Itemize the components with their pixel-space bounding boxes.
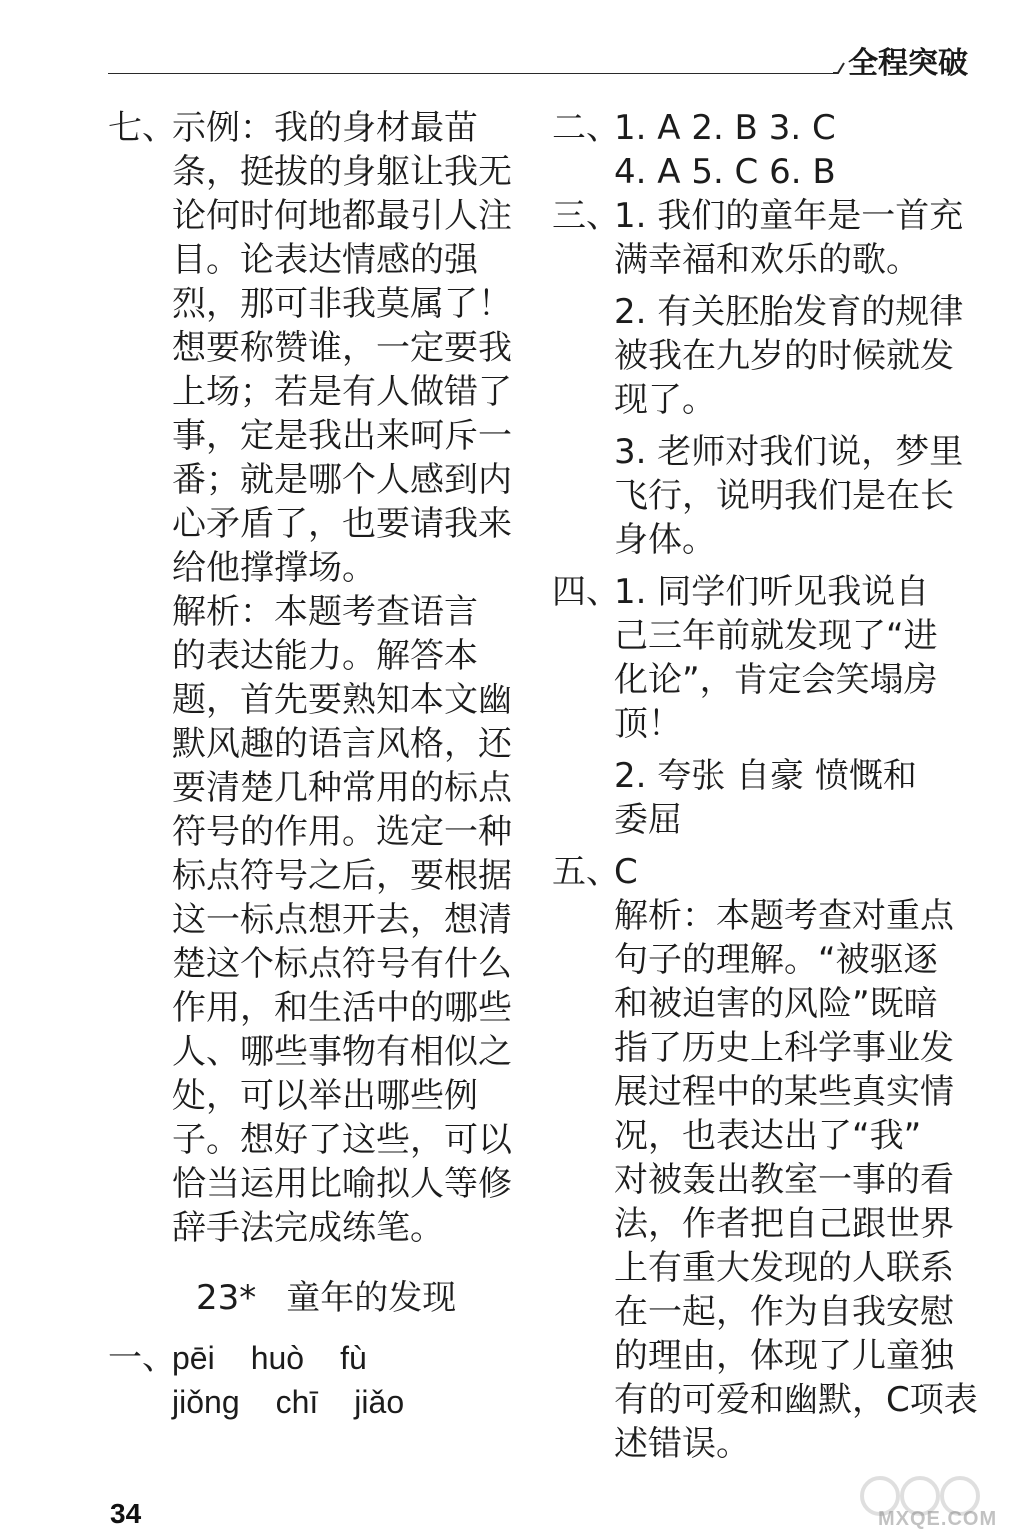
pinyin-word: fù: [340, 1340, 367, 1376]
analysis-line: 恰当运用比喻拟人等修: [172, 1164, 512, 1204]
text-line: 目。论表达情感的强: [172, 240, 478, 280]
pinyin-word: chī: [275, 1384, 319, 1420]
pinyin-word: jiǎo: [354, 1384, 405, 1420]
analysis-line: 的理由，体现了儿童独: [614, 1336, 954, 1376]
analysis-line: 作用，和生活中的哪些: [172, 988, 512, 1028]
analysis-line: 的表达能力。解答本: [172, 636, 478, 676]
item-body: [614, 106, 972, 194]
text-line: 番；就是哪个人感到内: [172, 460, 512, 500]
text-line: 示例：我的身材最苗: [172, 108, 478, 148]
text-line: 飞行，说明我们是在长: [614, 476, 954, 516]
item-body: [614, 570, 972, 842]
answer-item-7: [108, 106, 528, 590]
text-line: 2. 有关胚胎发育的规律: [614, 292, 964, 332]
answer-item-4: [552, 570, 972, 842]
text-line: 化论”，肯定会笑塌房: [614, 660, 938, 700]
analysis-line: 要清楚几种常用的标点: [172, 768, 512, 808]
analysis-line: 句子的理解。“被驱逐: [614, 940, 938, 980]
text-line: 顶！: [614, 704, 682, 744]
text-line: 1. A 2. B 3. C: [614, 108, 836, 148]
header-rule: [108, 73, 836, 74]
analysis-block: [108, 590, 528, 1250]
analysis-line: 处，可以举出哪些例: [172, 1076, 478, 1116]
pinyin-line: [172, 1336, 440, 1380]
text-line: 论何时何地都最引人注: [172, 196, 512, 236]
text-line: 满幸福和欢乐的歌。: [614, 240, 920, 280]
pinyin-word: jiǒng: [172, 1384, 240, 1420]
text-line: 想要称赞谁，一定要我: [172, 328, 512, 368]
watermark-text: MXQE.COM: [878, 1508, 998, 1530]
pinyin-body: [172, 1336, 440, 1424]
text-line: 2. 夸张 自豪 愤慨和: [614, 756, 917, 796]
text-line: 给他撑撑场。: [172, 548, 376, 588]
text-line: 被我在九岁的时候就发: [614, 336, 954, 376]
text-line: 1. 我们的童年是一首充: [614, 196, 964, 236]
analysis-line: 况，也表达出了“我”: [614, 1116, 922, 1156]
item-body: [172, 106, 528, 590]
item-body: [614, 850, 978, 1466]
item-label: 二、: [552, 108, 620, 148]
text-line: 条，挺拔的身躯让我无: [172, 152, 512, 192]
text-line: 心矛盾了，也要请我来: [172, 504, 512, 544]
text-line: 现了。: [614, 380, 716, 420]
text-line: 4. A 5. C 6. B: [614, 152, 836, 192]
text-line: 3. 老师对我们说，梦里: [614, 432, 964, 472]
left-column: [108, 106, 528, 1250]
item-label: 一、: [108, 1338, 176, 1378]
analysis-line: 述错误。: [614, 1424, 750, 1464]
analysis-line: 和被迫害的风险”既暗: [614, 984, 938, 1024]
section-title: 童年的发现: [286, 1278, 457, 1318]
item-body: [614, 194, 972, 562]
page-number: 34: [110, 1498, 142, 1529]
analysis-line: 人、哪些事物有相似之: [172, 1032, 512, 1072]
pinyin-line: [172, 1380, 440, 1424]
item-label: 三、: [552, 196, 620, 236]
section-number: 23*: [196, 1278, 257, 1318]
answer-choice: C: [614, 852, 638, 892]
answer-item-3: [552, 194, 972, 562]
analysis-line: 标点符号之后，要根据: [172, 856, 512, 896]
analysis-line: 在一起，作为自我安慰: [614, 1292, 954, 1332]
analysis-line: 子。想好了这些，可以: [172, 1120, 512, 1160]
analysis-line: 上有重大发现的人联系: [614, 1248, 954, 1288]
item-label: 五、: [552, 852, 620, 892]
text-line: 烈，那可非我莫属了！: [172, 284, 512, 324]
analysis-line: 解析：本题考查语言: [172, 592, 478, 632]
text-line: 1. 同学们听见我说自: [614, 572, 930, 612]
text-line: 委屈: [614, 800, 682, 840]
section-heading: [196, 1276, 456, 1320]
header-title: 全程突破: [848, 46, 968, 81]
analysis-line: 法，作者把自己跟世界: [614, 1204, 954, 1244]
analysis-body: [172, 590, 528, 1250]
analysis-line: 符号的作用。选定一种: [172, 812, 512, 852]
analysis-line: 这一标点想开去，想清: [172, 900, 512, 940]
item-label: 七、: [108, 108, 176, 148]
item-label: 四、: [552, 572, 620, 612]
pinyin-word: pēi: [172, 1340, 215, 1376]
analysis-line: 辞手法完成练笔。: [172, 1208, 444, 1248]
header-hook-icon: [832, 61, 846, 75]
text-line: 己三年前就发现了“进: [614, 616, 938, 656]
right-column: [552, 106, 978, 1466]
analysis-line: 默风趣的语言风格，还: [172, 724, 512, 764]
analysis-line: 有的可爱和幽默，C项表: [614, 1380, 978, 1420]
analysis-line: 展过程中的某些真实情: [614, 1072, 954, 1112]
answer-item-1: [108, 1336, 440, 1424]
answer-item-2: [552, 106, 972, 194]
analysis-line: 题，首先要熟知本文幽: [172, 680, 512, 720]
analysis-line: 对被轰出教室一事的看: [614, 1160, 954, 1200]
analysis-line: 解析：本题考查对重点: [614, 896, 954, 936]
text-line: 上场；若是有人做错了: [172, 372, 512, 412]
pinyin-word: huò: [250, 1340, 305, 1376]
analysis-line: 楚这个标点符号有什么: [172, 944, 512, 984]
analysis-line: 指了历史上科学事业发: [614, 1028, 954, 1068]
answer-item-5: [552, 850, 978, 1466]
text-line: 事，定是我出来呵斥一: [172, 416, 512, 456]
text-line: 身体。: [614, 520, 716, 560]
